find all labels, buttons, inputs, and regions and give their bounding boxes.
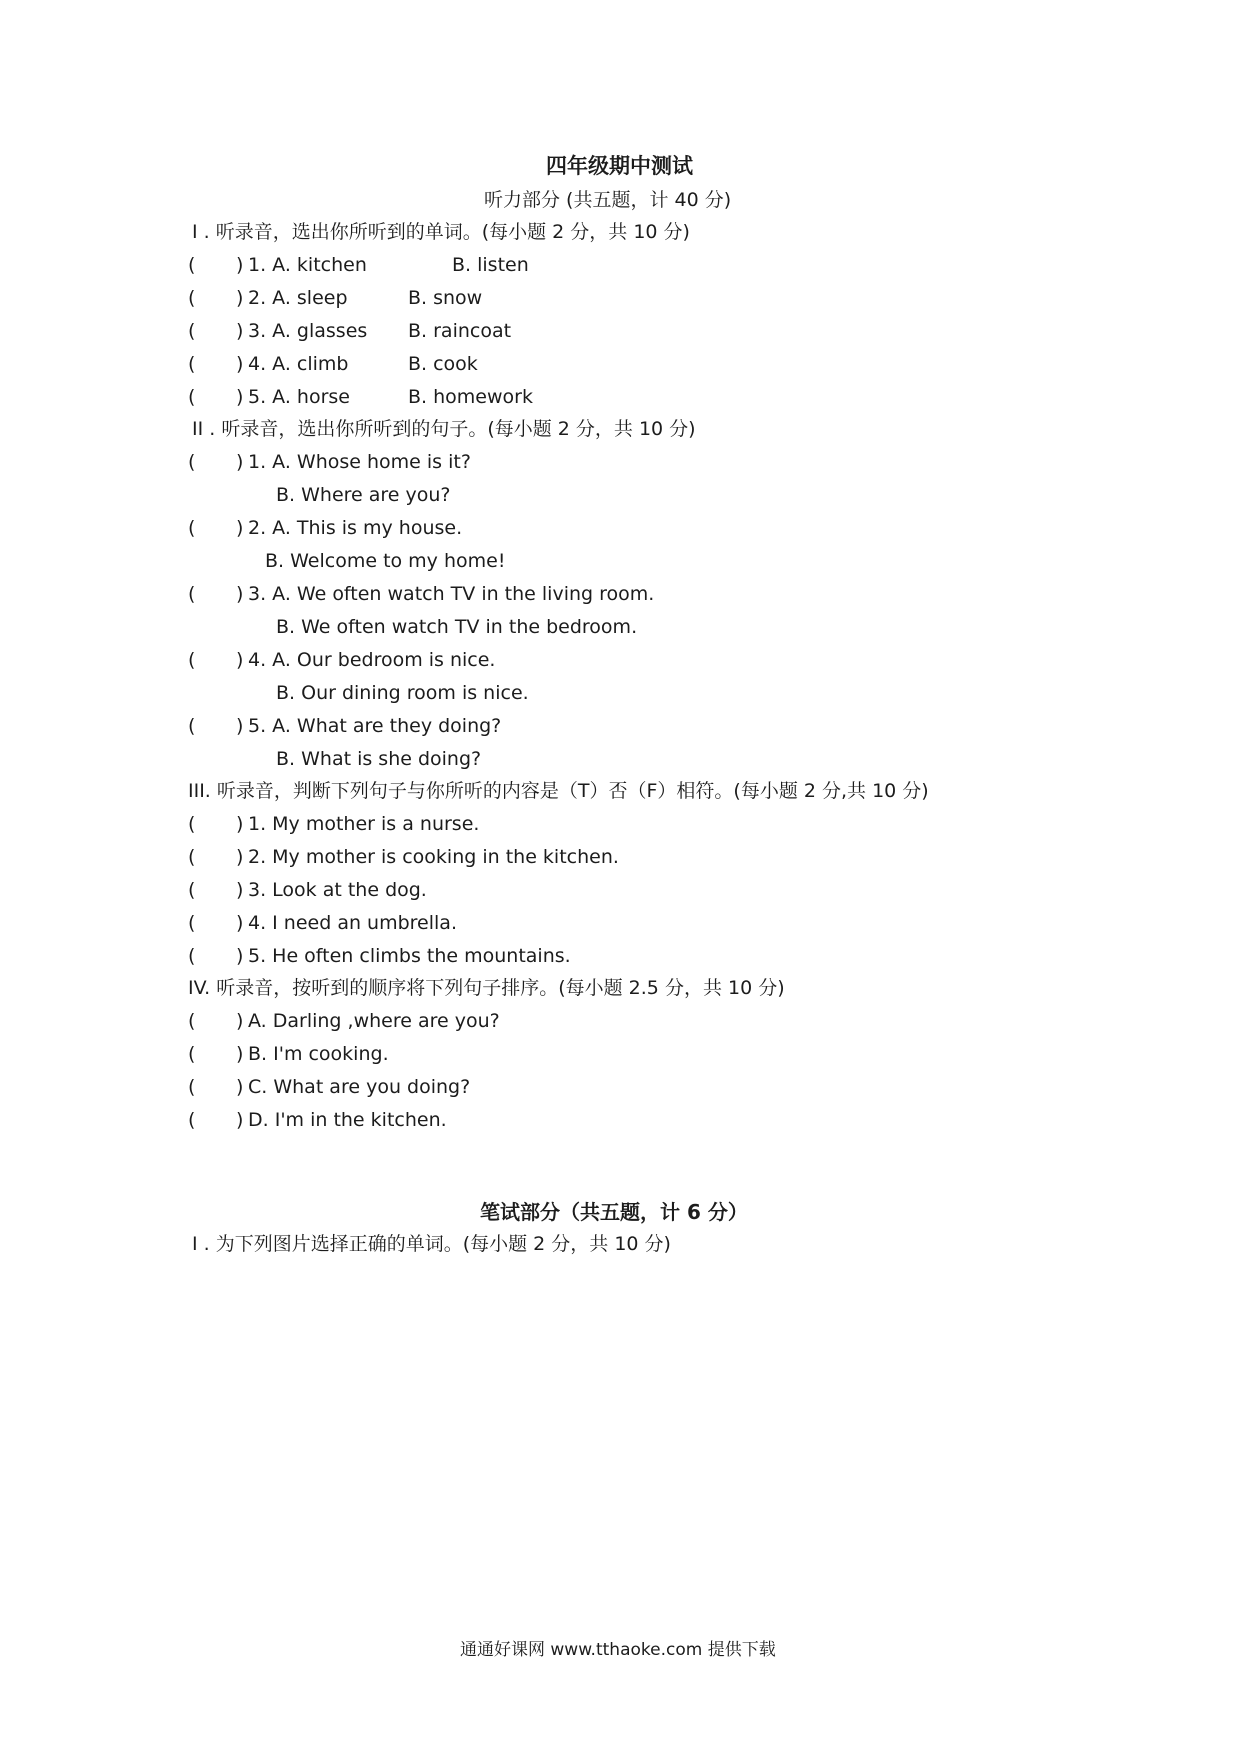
answer-blank-close: ) <box>236 451 244 473</box>
option-b: B. Welcome to my home! <box>265 550 506 572</box>
option-b: B. We often watch TV in the bedroom. <box>276 616 638 638</box>
listening-heading: 听力部分 (共五题，计 40 分) <box>484 189 732 211</box>
option-b: B. raincoat <box>408 320 512 342</box>
answer-blank-close: ) <box>236 879 244 901</box>
answer-blank-open: ( <box>188 583 196 605</box>
answer-blank-close: ) <box>236 254 244 276</box>
answer-blank-close: ) <box>236 583 244 605</box>
sentence: B. I'm cooking. <box>248 1043 389 1065</box>
answer-blank-close: ) <box>236 715 244 737</box>
answer-blank-open: ( <box>188 320 196 342</box>
page-title: 四年级期中测试 <box>546 154 693 178</box>
option-a: 2. A. sleep <box>248 287 348 309</box>
option-b: B. listen <box>452 254 529 276</box>
answer-blank-open: ( <box>188 813 196 835</box>
option-a: 1. A. kitchen <box>248 254 367 276</box>
statement: 1. My mother is a nurse. <box>248 813 480 835</box>
answer-blank-open: ( <box>188 945 196 967</box>
option-b: B. homework <box>408 386 533 408</box>
statement: 3. Look at the dog. <box>248 879 427 901</box>
answer-blank-open: ( <box>188 386 196 408</box>
answer-blank-close: ) <box>236 846 244 868</box>
writing-heading: 笔试部分（共五题，计 6 分） <box>480 1200 748 1224</box>
answer-blank-open: ( <box>188 1076 196 1098</box>
answer-blank-open: ( <box>188 715 196 737</box>
option-a: 4. A. climb <box>248 353 349 375</box>
footer-credit: 通通好课网 www.tthaoke.com 提供下载 <box>460 1640 776 1660</box>
answer-blank-open: ( <box>188 912 196 934</box>
section-3-heading: III. 听录音，判断下列句子与你所听的内容是（T）否（F）相符。(每小题 2 分,共 10 分) <box>188 780 929 802</box>
answer-blank-close: ) <box>236 1043 244 1065</box>
option-a: 2. A. This is my house. <box>248 517 463 539</box>
answer-blank-open: ( <box>188 846 196 868</box>
sentence: A. Darling ,where are you? <box>248 1010 500 1032</box>
answer-blank-close: ) <box>236 517 244 539</box>
statement: 4. I need an umbrella. <box>248 912 457 934</box>
option-a: 5. A. What are they doing? <box>248 715 502 737</box>
option-a: 3. A. We often watch TV in the living room. <box>248 583 655 605</box>
answer-blank-close: ) <box>236 1010 244 1032</box>
section-1-heading: I . 听录音，选出你所听到的单词。(每小题 2 分，共 10 分) <box>192 221 690 243</box>
answer-blank-close: ) <box>236 353 244 375</box>
answer-blank-open: ( <box>188 1109 196 1131</box>
statement: 5. He often climbs the mountains. <box>248 945 571 967</box>
section-4-heading: IV. 听录音，按听到的顺序将下列句子排序。(每小题 2.5 分，共 10 分) <box>188 977 785 999</box>
option-b: B. What is she doing? <box>276 748 482 770</box>
answer-blank-close: ) <box>236 386 244 408</box>
option-b: B. Where are you? <box>276 484 451 506</box>
answer-blank-open: ( <box>188 1010 196 1032</box>
option-b: B. Our dining room is nice. <box>276 682 529 704</box>
answer-blank-open: ( <box>188 517 196 539</box>
option-b: B. snow <box>408 287 483 309</box>
option-b: B. cook <box>408 353 478 375</box>
statement: 2. My mother is cooking in the kitchen. <box>248 846 619 868</box>
answer-blank-open: ( <box>188 879 196 901</box>
answer-blank-close: ) <box>236 287 244 309</box>
answer-blank-close: ) <box>236 912 244 934</box>
answer-blank-open: ( <box>188 649 196 671</box>
answer-blank-open: ( <box>188 1043 196 1065</box>
option-a: 5. A. horse <box>248 386 350 408</box>
answer-blank-close: ) <box>236 813 244 835</box>
answer-blank-close: ) <box>236 649 244 671</box>
answer-blank-open: ( <box>188 287 196 309</box>
answer-blank-close: ) <box>236 945 244 967</box>
sentence: D. I'm in the kitchen. <box>248 1109 447 1131</box>
answer-blank-open: ( <box>188 353 196 375</box>
answer-blank-close: ) <box>236 320 244 342</box>
section-2-heading: II . 听录音，选出你所听到的句子。(每小题 2 分，共 10 分) <box>192 418 696 440</box>
writing-section-1-heading: I . 为下列图片选择正确的单词。(每小题 2 分，共 10 分) <box>192 1233 671 1255</box>
option-a: 3. A. glasses <box>248 320 368 342</box>
option-a: 4. A. Our bedroom is nice. <box>248 649 496 671</box>
sentence: C. What are you doing? <box>248 1076 471 1098</box>
answer-blank-open: ( <box>188 254 196 276</box>
answer-blank-open: ( <box>188 451 196 473</box>
option-a: 1. A. Whose home is it? <box>248 451 471 473</box>
answer-blank-close: ) <box>236 1076 244 1098</box>
answer-blank-close: ) <box>236 1109 244 1131</box>
